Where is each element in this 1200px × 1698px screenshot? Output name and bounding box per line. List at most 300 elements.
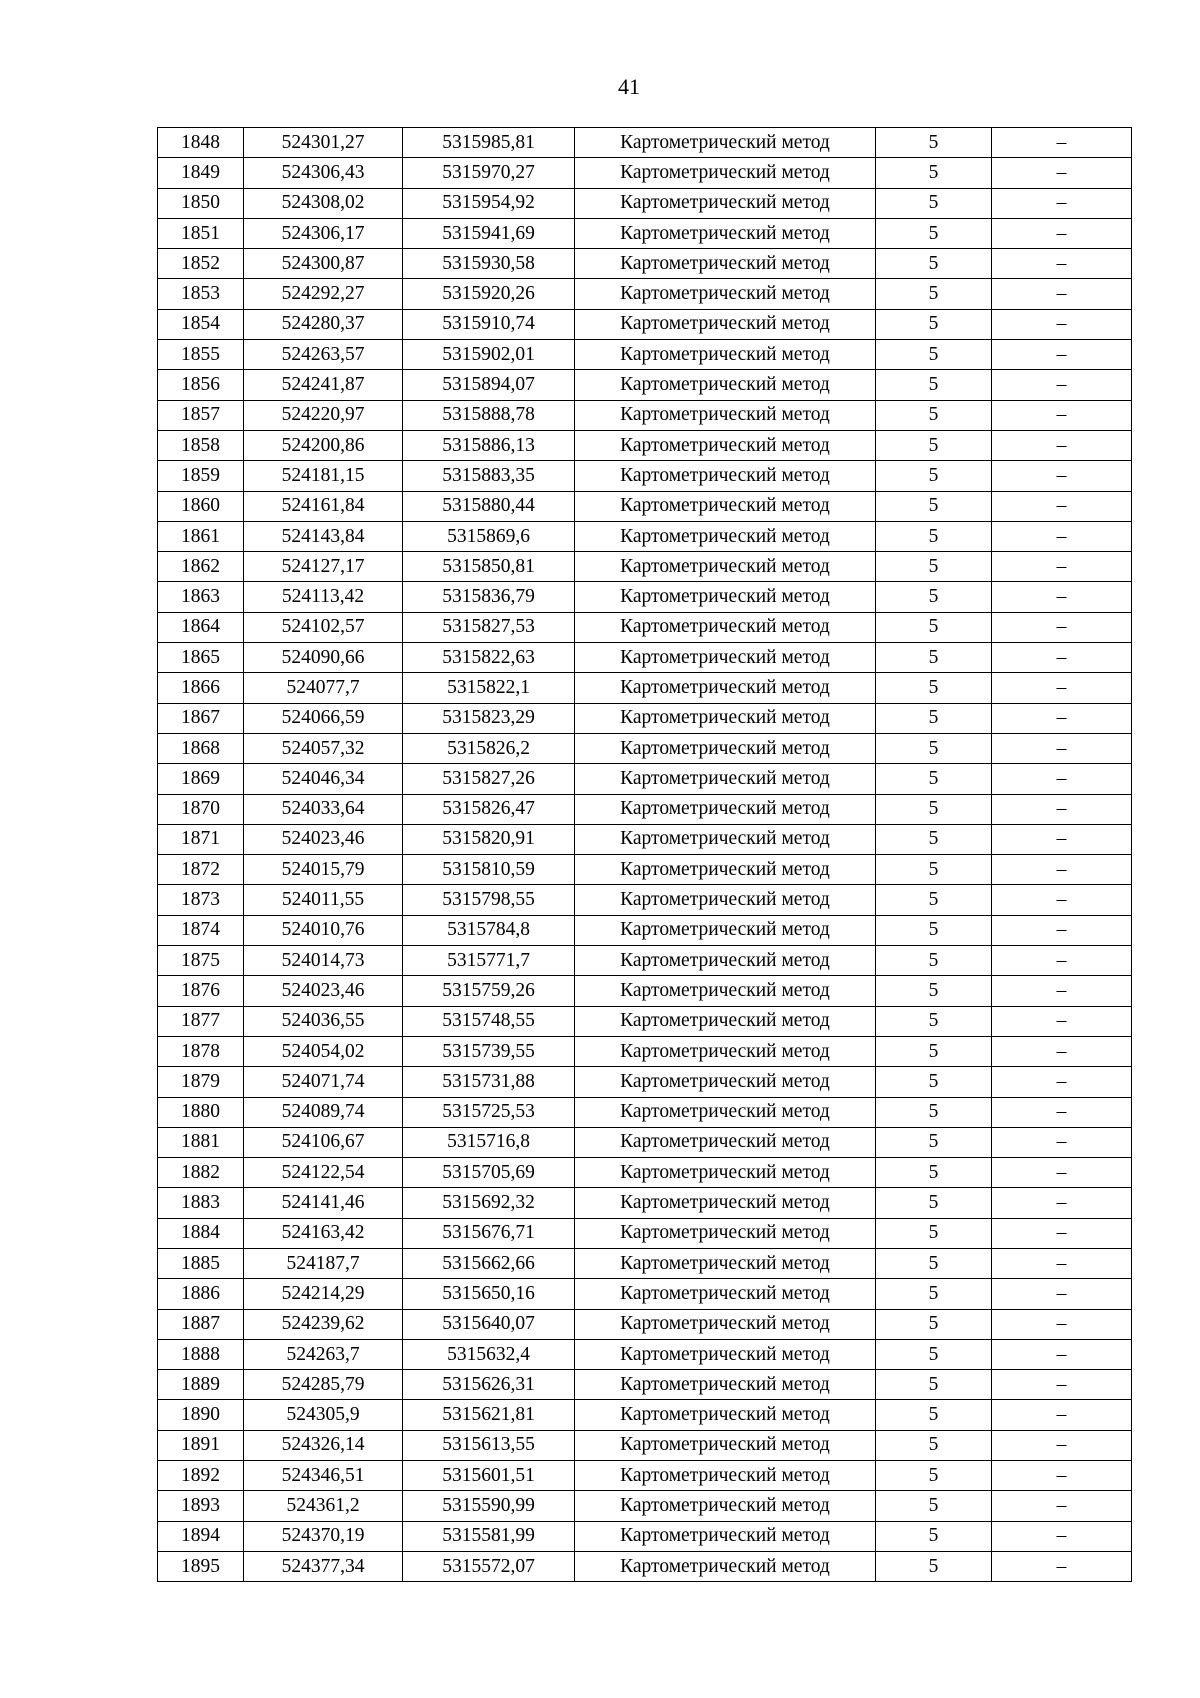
description-cell: – <box>992 128 1132 158</box>
accuracy-cell: 5 <box>876 946 992 976</box>
point-number-cell: 1853 <box>158 279 244 309</box>
method-cell: Картометрический метод <box>575 1006 876 1036</box>
y-coordinate-cell: 5315640,07 <box>403 1309 575 1339</box>
accuracy-cell: 5 <box>876 794 992 824</box>
point-number-cell: 1862 <box>158 552 244 582</box>
method-cell: Картометрический метод <box>575 158 876 188</box>
x-coordinate-cell: 524241,87 <box>244 370 403 400</box>
x-coordinate-cell: 524014,73 <box>244 946 403 976</box>
point-number-cell: 1879 <box>158 1067 244 1097</box>
description-cell: – <box>992 1127 1132 1157</box>
y-coordinate-cell: 5315822,1 <box>403 673 575 703</box>
accuracy-cell: 5 <box>876 582 992 612</box>
method-cell: Картометрический метод <box>575 1400 876 1430</box>
x-coordinate-cell: 524239,62 <box>244 1309 403 1339</box>
table-row <box>158 1158 1132 1188</box>
accuracy-cell: 5 <box>876 673 992 703</box>
table-row <box>158 1400 1132 1430</box>
y-coordinate-cell: 5315941,69 <box>403 218 575 248</box>
point-number-cell: 1892 <box>158 1461 244 1491</box>
table-row <box>158 976 1132 1006</box>
y-coordinate-cell: 5315970,27 <box>403 158 575 188</box>
method-cell: Картометрический метод <box>575 733 876 763</box>
y-coordinate-cell: 5315985,81 <box>403 128 575 158</box>
description-cell: – <box>992 1218 1132 1248</box>
method-cell: Картометрический метод <box>575 764 876 794</box>
description-cell: – <box>992 612 1132 642</box>
y-coordinate-cell: 5315626,31 <box>403 1370 575 1400</box>
accuracy-cell: 5 <box>876 158 992 188</box>
method-cell: Картометрический метод <box>575 461 876 491</box>
x-coordinate-cell: 524057,32 <box>244 733 403 763</box>
table-row <box>158 733 1132 763</box>
description-cell: – <box>992 370 1132 400</box>
table-row <box>158 1067 1132 1097</box>
point-number-cell: 1893 <box>158 1491 244 1521</box>
table-row <box>158 915 1132 945</box>
point-number-cell: 1895 <box>158 1551 244 1581</box>
table-row <box>158 1188 1132 1218</box>
y-coordinate-cell: 5315662,66 <box>403 1248 575 1278</box>
method-cell: Картометрический метод <box>575 491 876 521</box>
y-coordinate-cell: 5315954,92 <box>403 188 575 218</box>
method-cell: Картометрический метод <box>575 1461 876 1491</box>
accuracy-cell: 5 <box>876 430 992 460</box>
point-number-cell: 1881 <box>158 1127 244 1157</box>
point-number-cell: 1887 <box>158 1309 244 1339</box>
table-row <box>158 764 1132 794</box>
table-row <box>158 855 1132 885</box>
accuracy-cell: 5 <box>876 1036 992 1066</box>
description-cell: – <box>992 1248 1132 1278</box>
description-cell: – <box>992 400 1132 430</box>
description-cell: – <box>992 733 1132 763</box>
coordinates-table <box>157 127 1132 1582</box>
table-row <box>158 370 1132 400</box>
method-cell: Картометрический метод <box>575 1036 876 1066</box>
description-cell: – <box>992 430 1132 460</box>
description-cell: – <box>992 794 1132 824</box>
x-coordinate-cell: 524163,42 <box>244 1218 403 1248</box>
method-cell: Картометрический метод <box>575 309 876 339</box>
x-coordinate-cell: 524102,57 <box>244 612 403 642</box>
method-cell: Картометрический метод <box>575 249 876 279</box>
description-cell: – <box>992 1309 1132 1339</box>
x-coordinate-cell: 524346,51 <box>244 1461 403 1491</box>
accuracy-cell: 5 <box>876 491 992 521</box>
description-cell: – <box>992 824 1132 854</box>
description-cell: – <box>992 491 1132 521</box>
y-coordinate-cell: 5315822,63 <box>403 643 575 673</box>
y-coordinate-cell: 5315920,26 <box>403 279 575 309</box>
x-coordinate-cell: 524054,02 <box>244 1036 403 1066</box>
description-cell: – <box>992 915 1132 945</box>
method-cell: Картометрический метод <box>575 1158 876 1188</box>
table-row <box>158 1309 1132 1339</box>
y-coordinate-cell: 5315836,79 <box>403 582 575 612</box>
accuracy-cell: 5 <box>876 764 992 794</box>
point-number-cell: 1850 <box>158 188 244 218</box>
accuracy-cell: 5 <box>876 1461 992 1491</box>
accuracy-cell: 5 <box>876 1067 992 1097</box>
point-number-cell: 1868 <box>158 733 244 763</box>
point-number-cell: 1855 <box>158 340 244 370</box>
accuracy-cell: 5 <box>876 1097 992 1127</box>
y-coordinate-cell: 5315850,81 <box>403 552 575 582</box>
point-number-cell: 1869 <box>158 764 244 794</box>
description-cell: – <box>992 309 1132 339</box>
x-coordinate-cell: 524071,74 <box>244 1067 403 1097</box>
point-number-cell: 1867 <box>158 703 244 733</box>
table-row <box>158 794 1132 824</box>
x-coordinate-cell: 524306,43 <box>244 158 403 188</box>
description-cell: – <box>992 885 1132 915</box>
table-row <box>158 1279 1132 1309</box>
description-cell: – <box>992 764 1132 794</box>
y-coordinate-cell: 5315827,26 <box>403 764 575 794</box>
point-number-cell: 1864 <box>158 612 244 642</box>
x-coordinate-cell: 524011,55 <box>244 885 403 915</box>
accuracy-cell: 5 <box>876 461 992 491</box>
y-coordinate-cell: 5315632,4 <box>403 1339 575 1369</box>
table-row <box>158 128 1132 158</box>
accuracy-cell: 5 <box>876 1158 992 1188</box>
accuracy-cell: 5 <box>876 1370 992 1400</box>
accuracy-cell: 5 <box>876 370 992 400</box>
table-row <box>158 885 1132 915</box>
description-cell: – <box>992 1400 1132 1430</box>
point-number-cell: 1852 <box>158 249 244 279</box>
table-row <box>158 491 1132 521</box>
page-number: 41 <box>618 74 640 99</box>
accuracy-cell: 5 <box>876 1279 992 1309</box>
method-cell: Картометрический метод <box>575 188 876 218</box>
y-coordinate-cell: 5315613,55 <box>403 1430 575 1460</box>
point-number-cell: 1873 <box>158 885 244 915</box>
method-cell: Картометрический метод <box>575 612 876 642</box>
description-cell: – <box>992 1491 1132 1521</box>
table-row <box>158 461 1132 491</box>
method-cell: Картометрический метод <box>575 400 876 430</box>
description-cell: – <box>992 521 1132 551</box>
description-cell: – <box>992 158 1132 188</box>
point-number-cell: 1874 <box>158 915 244 945</box>
description-cell: – <box>992 976 1132 1006</box>
y-coordinate-cell: 5315748,55 <box>403 1006 575 1036</box>
point-number-cell: 1863 <box>158 582 244 612</box>
table-row <box>158 1097 1132 1127</box>
method-cell: Картометрический метод <box>575 582 876 612</box>
method-cell: Картометрический метод <box>575 1097 876 1127</box>
y-coordinate-cell: 5315676,71 <box>403 1218 575 1248</box>
y-coordinate-cell: 5315581,99 <box>403 1521 575 1551</box>
table-row <box>158 521 1132 551</box>
description-cell: – <box>992 218 1132 248</box>
method-cell: Картометрический метод <box>575 673 876 703</box>
table-row <box>158 824 1132 854</box>
x-coordinate-cell: 524010,76 <box>244 915 403 945</box>
point-number-cell: 1854 <box>158 309 244 339</box>
method-cell: Картометрический метод <box>575 794 876 824</box>
description-cell: – <box>992 1279 1132 1309</box>
method-cell: Картометрический метод <box>575 976 876 1006</box>
description-cell: – <box>992 1430 1132 1460</box>
accuracy-cell: 5 <box>876 1430 992 1460</box>
x-coordinate-cell: 524305,9 <box>244 1400 403 1430</box>
method-cell: Картометрический метод <box>575 430 876 460</box>
table-row <box>158 340 1132 370</box>
table-row <box>158 946 1132 976</box>
point-number-cell: 1894 <box>158 1521 244 1551</box>
description-cell: – <box>992 1521 1132 1551</box>
table-row <box>158 249 1132 279</box>
y-coordinate-cell: 5315810,59 <box>403 855 575 885</box>
method-cell: Картометрический метод <box>575 703 876 733</box>
method-cell: Картометрический метод <box>575 824 876 854</box>
description-cell: – <box>992 340 1132 370</box>
method-cell: Картометрический метод <box>575 340 876 370</box>
method-cell: Картометрический метод <box>575 915 876 945</box>
point-number-cell: 1884 <box>158 1218 244 1248</box>
table-row <box>158 400 1132 430</box>
table-row <box>158 582 1132 612</box>
description-cell: – <box>992 1097 1132 1127</box>
x-coordinate-cell: 524077,7 <box>244 673 403 703</box>
accuracy-cell: 5 <box>876 855 992 885</box>
accuracy-cell: 5 <box>876 340 992 370</box>
point-number-cell: 1860 <box>158 491 244 521</box>
x-coordinate-cell: 524308,02 <box>244 188 403 218</box>
table-row <box>158 309 1132 339</box>
y-coordinate-cell: 5315590,99 <box>403 1491 575 1521</box>
x-coordinate-cell: 524036,55 <box>244 1006 403 1036</box>
accuracy-cell: 5 <box>876 915 992 945</box>
accuracy-cell: 5 <box>876 400 992 430</box>
y-coordinate-cell: 5315731,88 <box>403 1067 575 1097</box>
method-cell: Картометрический метод <box>575 885 876 915</box>
point-number-cell: 1882 <box>158 1158 244 1188</box>
method-cell: Картометрический метод <box>575 1188 876 1218</box>
x-coordinate-cell: 524181,15 <box>244 461 403 491</box>
point-number-cell: 1878 <box>158 1036 244 1066</box>
table-row <box>158 1370 1132 1400</box>
x-coordinate-cell: 524161,84 <box>244 491 403 521</box>
accuracy-cell: 5 <box>876 1491 992 1521</box>
x-coordinate-cell: 524300,87 <box>244 249 403 279</box>
x-coordinate-cell: 524370,19 <box>244 1521 403 1551</box>
description-cell: – <box>992 188 1132 218</box>
accuracy-cell: 5 <box>876 1218 992 1248</box>
point-number-cell: 1865 <box>158 643 244 673</box>
x-coordinate-cell: 524141,46 <box>244 1188 403 1218</box>
accuracy-cell: 5 <box>876 128 992 158</box>
accuracy-cell: 5 <box>876 1188 992 1218</box>
method-cell: Картометрический метод <box>575 855 876 885</box>
accuracy-cell: 5 <box>876 309 992 339</box>
point-number-cell: 1859 <box>158 461 244 491</box>
description-cell: – <box>992 673 1132 703</box>
x-coordinate-cell: 524033,64 <box>244 794 403 824</box>
table-row <box>158 1551 1132 1581</box>
accuracy-cell: 5 <box>876 1127 992 1157</box>
y-coordinate-cell: 5315880,44 <box>403 491 575 521</box>
x-coordinate-cell: 524263,57 <box>244 340 403 370</box>
y-coordinate-cell: 5315869,6 <box>403 521 575 551</box>
x-coordinate-cell: 524280,37 <box>244 309 403 339</box>
accuracy-cell: 5 <box>876 1551 992 1581</box>
table-row <box>158 1521 1132 1551</box>
x-coordinate-cell: 524326,14 <box>244 1430 403 1460</box>
x-coordinate-cell: 524106,67 <box>244 1127 403 1157</box>
x-coordinate-cell: 524214,29 <box>244 1279 403 1309</box>
accuracy-cell: 5 <box>876 1248 992 1278</box>
description-cell: – <box>992 1370 1132 1400</box>
y-coordinate-cell: 5315798,55 <box>403 885 575 915</box>
method-cell: Картометрический метод <box>575 1430 876 1460</box>
description-cell: – <box>992 1006 1132 1036</box>
y-coordinate-cell: 5315739,55 <box>403 1036 575 1066</box>
description-cell: – <box>992 946 1132 976</box>
method-cell: Картометрический метод <box>575 1521 876 1551</box>
table-row <box>158 279 1132 309</box>
description-cell: – <box>992 461 1132 491</box>
x-coordinate-cell: 524377,34 <box>244 1551 403 1581</box>
accuracy-cell: 5 <box>876 824 992 854</box>
y-coordinate-cell: 5315826,47 <box>403 794 575 824</box>
accuracy-cell: 5 <box>876 188 992 218</box>
point-number-cell: 1851 <box>158 218 244 248</box>
table-row <box>158 552 1132 582</box>
method-cell: Картометрический метод <box>575 552 876 582</box>
y-coordinate-cell: 5315886,13 <box>403 430 575 460</box>
method-cell: Картометрический метод <box>575 128 876 158</box>
accuracy-cell: 5 <box>876 643 992 673</box>
point-number-cell: 1888 <box>158 1339 244 1369</box>
x-coordinate-cell: 524090,66 <box>244 643 403 673</box>
table-row <box>158 430 1132 460</box>
method-cell: Картометрический метод <box>575 1127 876 1157</box>
x-coordinate-cell: 524089,74 <box>244 1097 403 1127</box>
method-cell: Картометрический метод <box>575 370 876 400</box>
description-cell: – <box>992 1188 1132 1218</box>
method-cell: Картометрический метод <box>575 218 876 248</box>
y-coordinate-cell: 5315902,01 <box>403 340 575 370</box>
description-cell: – <box>992 1158 1132 1188</box>
x-coordinate-cell: 524301,27 <box>244 128 403 158</box>
point-number-cell: 1891 <box>158 1430 244 1460</box>
table-row <box>158 158 1132 188</box>
x-coordinate-cell: 524122,54 <box>244 1158 403 1188</box>
point-number-cell: 1872 <box>158 855 244 885</box>
coordinates-table-body <box>158 128 1132 1582</box>
y-coordinate-cell: 5315601,51 <box>403 1461 575 1491</box>
table-row <box>158 1036 1132 1066</box>
accuracy-cell: 5 <box>876 976 992 1006</box>
table-row <box>158 1430 1132 1460</box>
x-coordinate-cell: 524361,2 <box>244 1491 403 1521</box>
point-number-cell: 1880 <box>158 1097 244 1127</box>
point-number-cell: 1858 <box>158 430 244 460</box>
point-number-cell: 1890 <box>158 1400 244 1430</box>
method-cell: Картометрический метод <box>575 1551 876 1581</box>
y-coordinate-cell: 5315650,16 <box>403 1279 575 1309</box>
point-number-cell: 1848 <box>158 128 244 158</box>
point-number-cell: 1871 <box>158 824 244 854</box>
method-cell: Картометрический метод <box>575 1218 876 1248</box>
x-coordinate-cell: 524015,79 <box>244 855 403 885</box>
table-row <box>158 1461 1132 1491</box>
method-cell: Картометрический метод <box>575 1279 876 1309</box>
y-coordinate-cell: 5315705,69 <box>403 1158 575 1188</box>
description-cell: – <box>992 552 1132 582</box>
y-coordinate-cell: 5315771,7 <box>403 946 575 976</box>
accuracy-cell: 5 <box>876 1400 992 1430</box>
point-number-cell: 1849 <box>158 158 244 188</box>
table-row <box>158 703 1132 733</box>
method-cell: Картометрический метод <box>575 643 876 673</box>
accuracy-cell: 5 <box>876 218 992 248</box>
y-coordinate-cell: 5315888,78 <box>403 400 575 430</box>
table-row <box>158 188 1132 218</box>
description-cell: – <box>992 1036 1132 1066</box>
method-cell: Картометрический метод <box>575 521 876 551</box>
y-coordinate-cell: 5315910,74 <box>403 309 575 339</box>
table-row <box>158 218 1132 248</box>
y-coordinate-cell: 5315894,07 <box>403 370 575 400</box>
x-coordinate-cell: 524292,27 <box>244 279 403 309</box>
description-cell: – <box>992 1461 1132 1491</box>
x-coordinate-cell: 524023,46 <box>244 824 403 854</box>
accuracy-cell: 5 <box>876 885 992 915</box>
y-coordinate-cell: 5315692,32 <box>403 1188 575 1218</box>
description-cell: – <box>992 703 1132 733</box>
y-coordinate-cell: 5315820,91 <box>403 824 575 854</box>
table-row <box>158 673 1132 703</box>
accuracy-cell: 5 <box>876 279 992 309</box>
point-number-cell: 1876 <box>158 976 244 1006</box>
description-cell: – <box>992 279 1132 309</box>
x-coordinate-cell: 524143,84 <box>244 521 403 551</box>
point-number-cell: 1861 <box>158 521 244 551</box>
table-row <box>158 612 1132 642</box>
x-coordinate-cell: 524306,17 <box>244 218 403 248</box>
x-coordinate-cell: 524046,34 <box>244 764 403 794</box>
y-coordinate-cell: 5315930,58 <box>403 249 575 279</box>
accuracy-cell: 5 <box>876 249 992 279</box>
x-coordinate-cell: 524285,79 <box>244 1370 403 1400</box>
x-coordinate-cell: 524187,7 <box>244 1248 403 1278</box>
accuracy-cell: 5 <box>876 703 992 733</box>
method-cell: Картометрический метод <box>575 1370 876 1400</box>
point-number-cell: 1883 <box>158 1188 244 1218</box>
point-number-cell: 1866 <box>158 673 244 703</box>
accuracy-cell: 5 <box>876 1339 992 1369</box>
accuracy-cell: 5 <box>876 1521 992 1551</box>
accuracy-cell: 5 <box>876 612 992 642</box>
point-number-cell: 1856 <box>158 370 244 400</box>
description-cell: – <box>992 855 1132 885</box>
point-number-cell: 1889 <box>158 1370 244 1400</box>
y-coordinate-cell: 5315784,8 <box>403 915 575 945</box>
point-number-cell: 1857 <box>158 400 244 430</box>
method-cell: Картометрический метод <box>575 1491 876 1521</box>
y-coordinate-cell: 5315827,53 <box>403 612 575 642</box>
point-number-cell: 1877 <box>158 1006 244 1036</box>
y-coordinate-cell: 5315572,07 <box>403 1551 575 1581</box>
table-row <box>158 643 1132 673</box>
x-coordinate-cell: 524066,59 <box>244 703 403 733</box>
point-number-cell: 1870 <box>158 794 244 824</box>
